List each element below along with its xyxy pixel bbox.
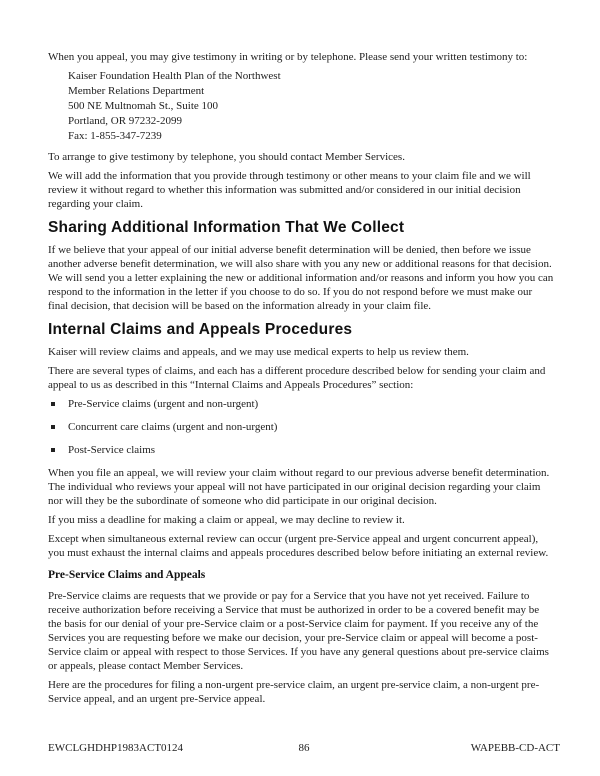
- mailing-address: [48, 69, 554, 144]
- address-line-org: Kaiser Foundation Health Plan of the Northwest: [68, 70, 281, 82]
- pre-service-body-paragraph: Pre-Service claims are requests that we provide or pay for a Service that you have not yet received. Failure to receive authorization before receiving a Service that must be authorized in order to be a covered benefit may be the basis for our denial of your pre-Service claim or a post-Service claim for payment. If you receive any of the Services you are requesting before we make our decision, your pre-Service claim or appeal will become a post-Service claim or appeal with respect to those Services. If you have any general questions about pre-service claims or appeals, please contact Member Services.: [48, 590, 549, 672]
- sharing-section-heading: Sharing Additional Information That We Collect: [48, 219, 405, 236]
- list-item-pre-service: [48, 397, 554, 411]
- sharing-section-paragraph: If we believe that your appeal of our initial adverse benefit determination will be denied, then before we issue another adverse benefit determination, we will also share with you any new or additional reasons for that decision. We will send you a letter explaining the new or additional information and/or reasons and inform you how you can respond to the information in the letter if you choose to do so. If you do not respond before we must make our final decision, that decision will be based on the information already in your claim file.: [48, 244, 554, 312]
- list-item-post-service: [48, 443, 554, 457]
- bullet-icon: [51, 448, 55, 452]
- footer-page-number: 86: [298, 742, 310, 754]
- bullet-icon: [51, 425, 55, 429]
- address-line-fax: Fax: 1-855-347-7239: [68, 130, 162, 142]
- file-appeal-paragraph: When you file an appeal, we will review your claim without regard to our previous adverse benefit determination. The individual who reviews your appeal will not have participated in our original decision regarding your claim nor will they be the subordinate of someone who did participate in our original decision.: [48, 467, 550, 507]
- bullet-icon: [51, 402, 55, 406]
- testimony-intro-paragraph: When you appeal, you may give testimony in writing or by telephone. Please send your written testimony to:: [48, 51, 528, 63]
- add-information-paragraph: We will add the information that you provide through testimony or other means to your claim file and we will review it without regard to whether this information was submitted and/or considered in our initial decision regarding your claim.: [48, 170, 531, 210]
- list-item-label: Post-Service claims: [68, 444, 156, 456]
- internal-claims-section-heading: Internal Claims and Appeals Procedures: [48, 321, 353, 338]
- footer-plan-code: WAPEBB-CD-ACT: [470, 742, 560, 754]
- deadline-paragraph: If you miss a deadline for making a claim or appeal, we may decline to review it.: [48, 514, 405, 526]
- arrange-testimony-paragraph: To arrange to give testimony by telephone, you should contact Member Services.: [48, 151, 405, 163]
- pre-service-procedures-paragraph: Here are the procedures for filing a non-urgent pre-service claim, an urgent pre-service claim, a non-urgent pre-Service appeal, and an urgent pre-Service appeal.: [48, 679, 540, 705]
- claim-types-list: [48, 397, 554, 457]
- list-item-label: Concurrent care claims (urgent and non-urgent): [68, 421, 278, 433]
- claim-types-paragraph: There are several types of claims, and each has a different procedure described below for sending your claim and appeal to us as described in this “Internal Claims and Appeals Procedures” section:: [48, 365, 546, 391]
- footer-document-code: EWCLGHDHP1983ACT0124: [48, 742, 184, 754]
- claims-review-paragraph: Kaiser will review claims and appeals, and we may use medical experts to help us review them.: [48, 346, 469, 358]
- address-line-street: 500 NE Multnomah St., Suite 100: [68, 100, 219, 112]
- exhaust-procedures-paragraph: Except when simultaneous external review can occur (urgent pre-Service appeal and urgent concurrent appeal), you must exhaust the internal claims and appeals procedures described below before initiating an external review.: [48, 533, 549, 559]
- address-line-city: Portland, OR 97232-2099: [68, 115, 182, 127]
- page-content: [48, 50, 554, 711]
- list-item-label: Pre-Service claims (urgent and non-urgent): [68, 398, 259, 410]
- address-line-department: Member Relations Department: [68, 85, 205, 97]
- list-item-concurrent-care: [48, 420, 554, 434]
- pre-service-sub-heading: Pre-Service Claims and Appeals: [48, 569, 206, 581]
